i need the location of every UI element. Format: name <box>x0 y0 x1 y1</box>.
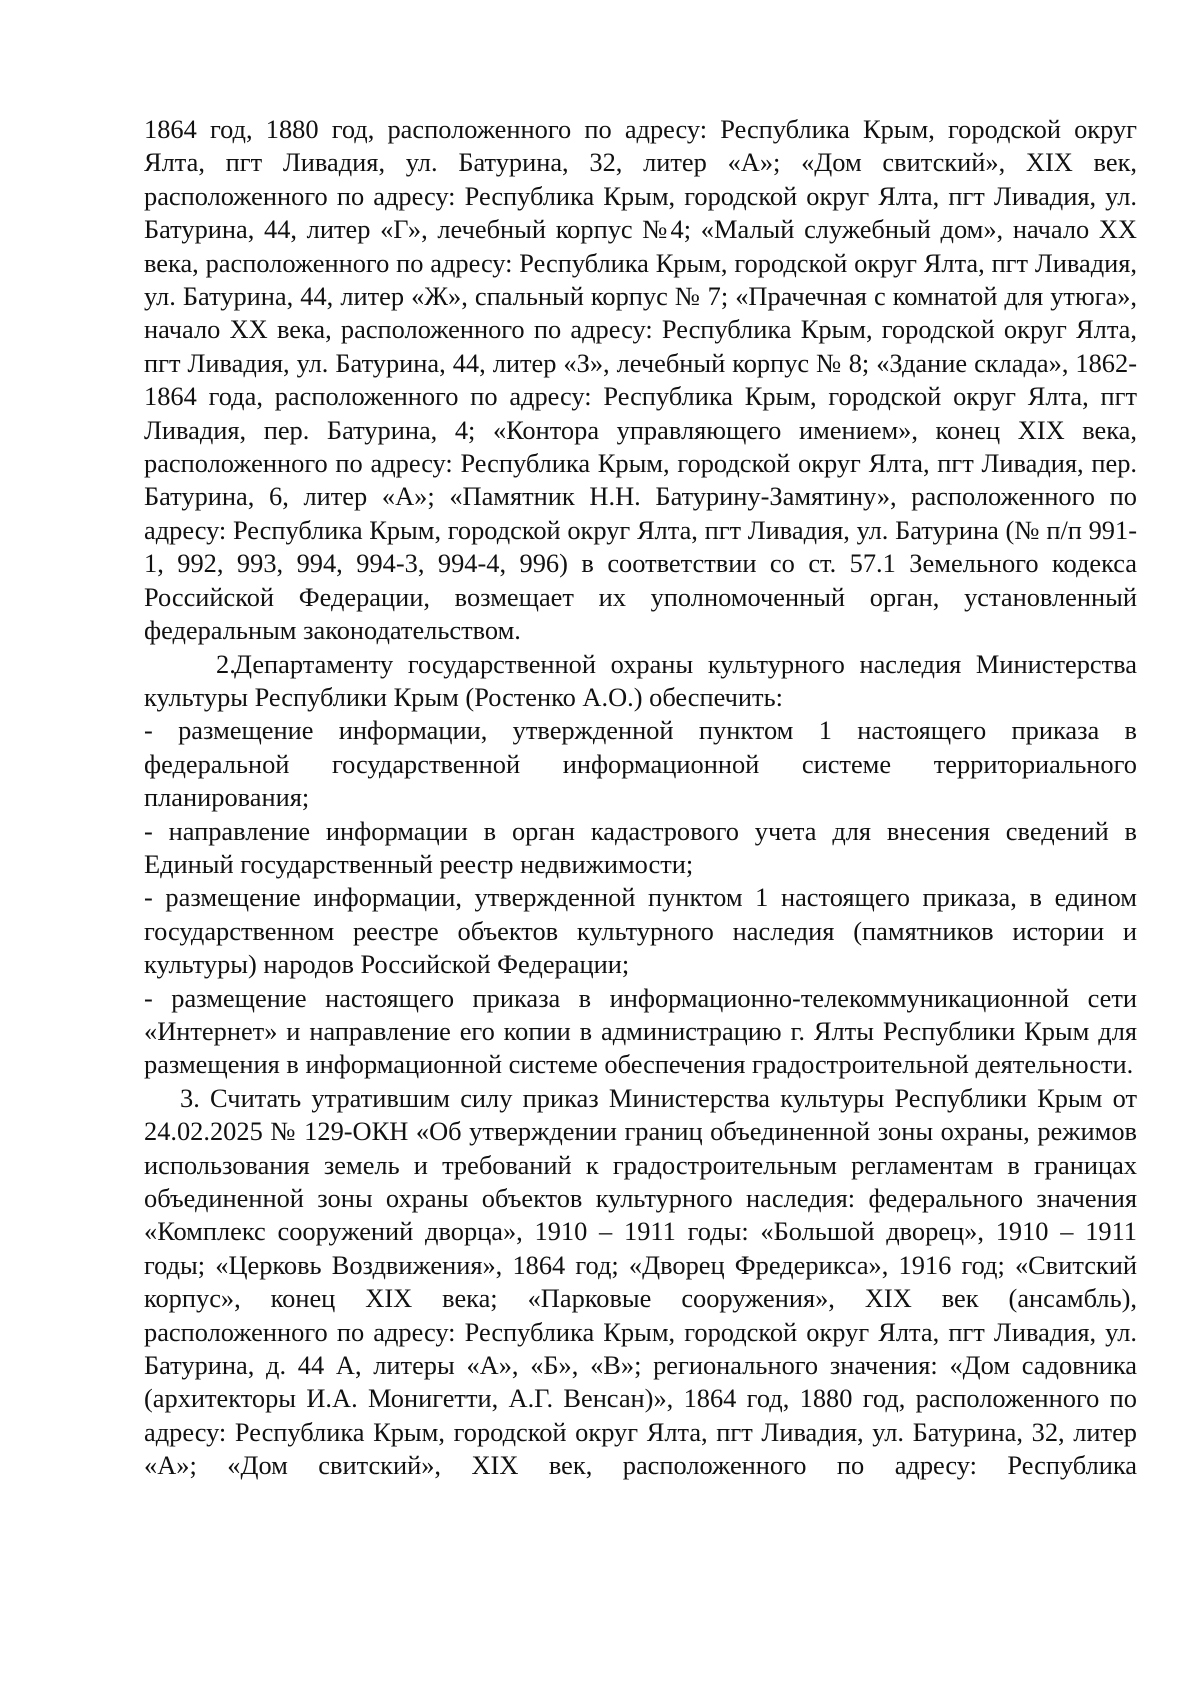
bullet-item: - размещение информации, утвержденной пунктом 1 настоящего приказа в федеральной государственной информационной системе территориального планирования; <box>144 715 1137 813</box>
continuation-paragraph: 1864 год, 1880 год, расположенного по адресу: Республика Крым, городской округ Ялта, пгт Ливадия, ул. Батурина, 32, литер «А»; «Дом свитский», XIX век, расположенного по адресу: Республика Крым, городской округ Ялта, пгт Ливадия, ул. Батурина, 44, литер «Г», лечебный корпус №4; «Малый служебный дом», начало XX века, расположенного по адресу: Республика Крым, городской округ Ялта, пгт Ливадия, ул. Батурина, 44, литер «Ж», спальный корпус № 7; «Прачечная с комнатой для утюга», начало XX века, расположенного по адресу: Республика Крым, городской округ Ялта, пгт Ливадия, ул. Батурина, 44, литер «З», лечебный корпус № 8; «Здание склада», 1862-1864 года, расположенного по адресу: Республика Крым, городской округ Ялта, пгт Ливадия, пер. Батурина, 4; «Контора управляющего имением», конец XIX века, расположенного по адресу: Республика Крым, городской округ Ялта, пгт Ливадия, пер. Батурина, 6, литер «А»; «Памятник Н.Н. Батурину-Замятину», расположенного по адресу: Республика Крым, городской округ Ялта, пгт Ливадия, ул. Батурина (№ п/п 991-1, 992, 993, 994, 994-3, 994-4, 996) в соответствии со ст. 57.1 Земельного кодекса Российской Федерации, возмещает их уполномоченный орган, установленный федеральным законодательством. <box>144 114 1137 646</box>
item-2-number: 2. <box>216 648 236 679</box>
document-page <box>144 113 1137 1483</box>
bullet-item: - размещение настоящего приказа в информационно-телекоммуникационной сети «Интернет» и направление его копии в администрацию г. Ялты Республики Крым для размещения в информационной системе обеспечения градостроительной деятельности. <box>144 982 1137 1080</box>
item-3-paragraph: 3. Считать утратившим силу приказ Министерства культуры Республики Крым от 24.02.2025 № 129-ОКН «Об утверждении границ объединенной зоны охраны, режимов использования земель и требований к градостроительным регламентам в границах объединенной зоны охраны объектов культурного наследия: федерального значения «Комплекс сооружений дворца», 1910 – 1911 годы: «Большой дворец», 1910 – 1911 годы; «Церковь Воздвижения», 1864 год; «Дворец Фредерикса», 1916 год; «Свитский корпус», конец XIX века; «Парковые сооружения», XIX век (ансамбль), расположенного по адресу: Республика Крым, городской округ Ялта, пгт Ливадия, ул. Батурина, д. 44 А, литеры «А», «Б», «В»; регионального значения: «Дом садовника (архитекторы И.А. Монигетти, А.Г. Венсан)», 1864 год, 1880 год, расположенного по адресу: Республика Крым, городской округ Ялта, пгт Ливадия, ул. Батурина, 32, литер «А»; «Дом свитский», XIX век, расположенного по адресу: Республика <box>144 1082 1137 1481</box>
bullet-item: - размещение информации, утвержденной пунктом 1 настоящего приказа, в едином государственном реестре объектов культурного наследия (памятников истории и культуры) народов Российской Федерации; <box>144 882 1137 980</box>
item-2-text: Департаменту государственной охраны культурного наследия Министерства культуры Республики Крым (Ростенко А.О.) обеспечить: <box>144 648 1137 712</box>
item-2-paragraph <box>144 648 1137 715</box>
bullet-item: - направление информации в орган кадастрового учета для внесения сведений в Единый государственный реестр недвижимости; <box>144 815 1137 879</box>
